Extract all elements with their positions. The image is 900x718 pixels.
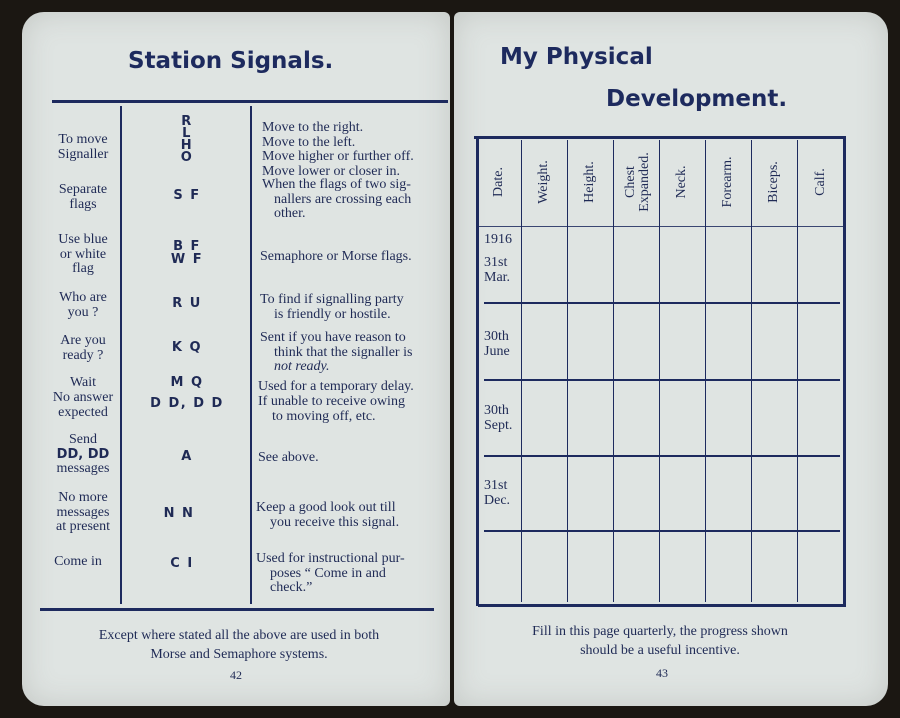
- signal-code: R L H O: [180, 114, 194, 165]
- signal-meaning: Keep a good look out till you receive this signal.: [256, 500, 400, 530]
- column-header-forearm: Forearm.: [720, 156, 735, 208]
- signal-meaning: See above.: [258, 450, 319, 465]
- physical-development-title-line1: My Physical: [500, 44, 653, 70]
- signal-label: Who are you ?: [59, 290, 107, 320]
- column-divider: [705, 140, 706, 602]
- signal-meaning: Used for instructional pur- poses “ Come in and check.”: [256, 551, 405, 595]
- column-divider: [797, 140, 798, 602]
- table-right-border: [843, 136, 846, 606]
- signal-meaning: Sent if you have reason to think that the signaller is not ready.: [260, 330, 413, 374]
- signal-code: K Q: [171, 340, 203, 355]
- signal-label: Come in: [54, 554, 102, 569]
- right-page: [454, 12, 888, 706]
- column-header-chest-expanded: Chest Expanded.: [623, 152, 652, 212]
- column-header-weight: Weight.: [536, 160, 551, 204]
- signal-meaning: Semaphore or Morse flags.: [260, 249, 412, 264]
- column-divider: [567, 140, 568, 602]
- row-line-june: [484, 379, 840, 381]
- signal-code: R U: [172, 296, 202, 311]
- signal-code: S F: [173, 188, 201, 203]
- row-line-march: [484, 302, 840, 304]
- signal-meaning: Move to the right. Move to the left. Move higher or further off. Move lower or closer in.: [262, 120, 414, 179]
- signal-code: A: [181, 449, 193, 464]
- signal-code: D D, D D: [150, 396, 224, 411]
- column-divider-2: [250, 106, 252, 604]
- signal-label: No answer expected: [52, 390, 114, 420]
- row-line-december: [484, 530, 840, 532]
- column-divider: [613, 140, 614, 602]
- signal-code: C I: [170, 556, 194, 571]
- signal-label: To move Signaller: [57, 132, 109, 162]
- signal-label: Are you ready ?: [60, 333, 106, 363]
- column-divider: [521, 140, 522, 602]
- table-top-border: [474, 136, 844, 139]
- column-header-calf: Calf.: [813, 168, 828, 196]
- signal-label: Separate flags: [58, 182, 108, 212]
- signal-meaning: If unable to receive owing to moving off, etc.: [258, 394, 405, 424]
- signal-meaning: To find if signalling party is friendly or hostile.: [260, 292, 404, 322]
- header-separator: [478, 226, 844, 227]
- year-label: 1916: [484, 232, 512, 247]
- signal-code: N N: [163, 506, 195, 521]
- page-number-right: 43: [656, 666, 668, 680]
- column-header-neck: Neck.: [674, 165, 689, 199]
- right-footer-note: Fill in this page quarterly, the progress shown should be a useful incentive.: [532, 624, 788, 658]
- column-divider: [659, 140, 660, 602]
- column-header-biceps: Biceps.: [766, 161, 781, 203]
- signal-meaning: When the flags of two sig- nallers are crossing each other.: [262, 177, 412, 221]
- table-left-border: [476, 136, 479, 606]
- column-header-date: Date.: [491, 167, 506, 197]
- date-september: 30th Sept.: [484, 403, 513, 433]
- signal-code: B F W F: [170, 239, 204, 267]
- date-december: 31st Dec.: [484, 478, 511, 508]
- signal-label: Send DD, DD messages: [56, 432, 110, 476]
- column-header-height: Height.: [582, 161, 597, 203]
- row-line-september: [484, 455, 840, 457]
- date-june: 30th June: [484, 329, 510, 359]
- signal-label: Wait: [69, 375, 97, 390]
- date-march: 31st Mar.: [484, 255, 511, 285]
- signal-label: Use blue or white flag: [58, 232, 108, 276]
- station-signals-title: Station Signals.: [128, 48, 334, 74]
- table-bottom-border: [478, 604, 846, 607]
- title-rule: [52, 100, 448, 103]
- physical-development-title-line2: Development.: [606, 86, 788, 112]
- signal-meaning: Used for a temporary delay.: [258, 379, 414, 394]
- signal-label: No more messages at present: [55, 490, 111, 534]
- left-footer-note: Except where stated all the above are used in both Morse and Semaphore systems.: [98, 628, 380, 662]
- page-number-left: 42: [230, 668, 242, 682]
- column-divider: [751, 140, 752, 602]
- bottom-rule: [40, 608, 434, 611]
- signal-code: M Q: [170, 375, 204, 390]
